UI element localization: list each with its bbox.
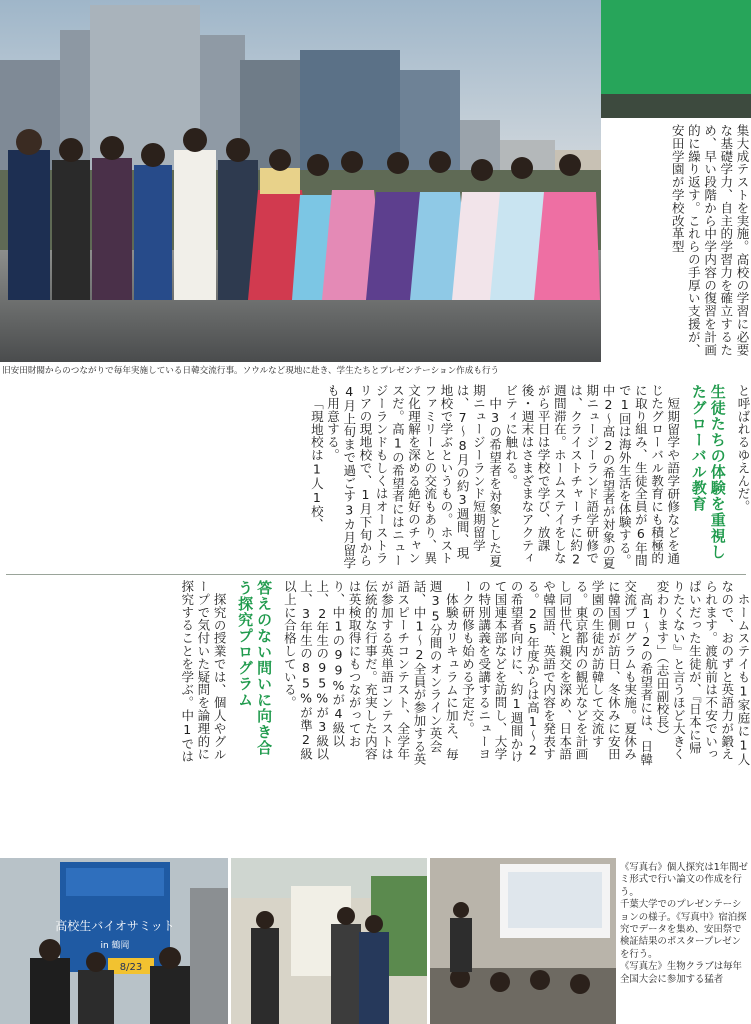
svg-text:高校生バイオサミット: 高校生バイオサミット [55,919,175,933]
caption-middle-photo: 千葉大学でのプレゼンテーションの様子。《写真中》宿泊探究でデータを集め、安田祭で検証結果のポスタープレゼンを行う。 [620,899,747,960]
sidebar-dark-band [601,94,751,118]
top-right-paragraph: 集大成テストを実施。高校の学習に必要な基礎学力、自主的学習力を確立するため、早い段階から中学内容の復習を計画的に繰り返す。これらの手厚い支援が、安田学園が学校改革型 [670,124,750,357]
row1-paragraph-3: 中3の希望者を対象とした夏期ニュージーランド短期留学は、7～8月の約3週間、現地校で学ぶというもの。ホストファミリーとの交流もあり、異文化理解を深める絶好のチャンスだ。高1の希望者にはニュージーランドもしくはオーストラリアの現地校で、1月下旬から4月上旬まで過ごす3カ月留学も用意する。 [325,384,503,570]
top-right-text-column [602,124,750,364]
row2-paragraph-3: 体験カリキュラムに加え、毎週35分間のオンライン英会話、中1～2全員が参加する英語スピーチコンテスト、全学年が参加する英単語コンテストは伝統的な行事だ。充実した内容は英検取得にもつながっており、中1の99%が4級以上、2年生の95%が3級以上、3年生の85%が準2級以上に合格している。 [282,580,460,766]
bottom-photo-right-presentation [430,858,616,1024]
row-divider-1 [6,574,746,575]
row2-paragraph-2: 高1～2の希望者には、日韓交流プログラムも実施。夏休みに韓国側が訪日、冬休みに安田学園の生徒が訪韓して交流する。東京都内の観光などを計画し同世代と親交を深め、日本語や韓国語、英語で内容を発表する。25年度からは高1～2の希望者向けに、約1週間かけて国連本部などを訪問し、大学の特別講義を受講するニューヨーク研修も始める予定だ。 [460,580,654,766]
sidebar-green-band [601,0,751,94]
bottom-photo-middle-poster-session [231,858,427,1024]
svg-text:8/23: 8/23 [119,962,143,973]
row2-paragraph-1: ホームステイも1家庭に1人なので、おのずと英語力が鍛えられます。渡航前は不安でいっぱいだった生徒が、『日本に帰りたくない』と言うほど大きく変わります」（志田副校長） [654,580,751,766]
row2-text-block [0,580,751,766]
row1-lead: と呼ばれるゆえんだ。 [736,384,751,513]
caption-right-photo: 《写真右》個人探究は1年間ゼミ形式で行い論文の作成を行う。 [620,862,748,898]
bottom-photo-left-biology-club [0,858,228,1024]
top-photo-caption: 旧安田財閥からのつながりで毎年実施している日韓交流行事。ソウルなど現地に赴き、学生たちとプレゼンテーション作成も行う [2,366,500,376]
row1-text [0,384,751,570]
caption-left-photo: 《写真左》生物クラブは毎年全国大会に参加する猛者 [620,961,742,985]
bottom-right-caption [620,862,748,986]
heading-global-education: 生徒たちの体験を重視したグローバル教育 [689,384,727,560]
row1-paragraph-4: 「現地校は1人1校、 [309,396,325,531]
top-photo-korean-exchange [0,0,601,362]
row2-paragraph-4: 探究の授業では、個人やグループで気付いた疑問を論理的に探究することを学ぶ。中1では [179,580,228,764]
row1-paragraph-2: 短期留学や語学研修などを通じたグローバル教育にも積極的に取り組み、生徒全員が6年間で1回は海外生活を体験する。中2～高2の希望者が対象の夏期ニュージーランド語学研修では、クライストチャーチに約2週間滞在。ホームステイをしながら平日は学校で学び、放課後・週末はさまざまなアクティビティに触れる。 [503,384,681,570]
heading-inquiry-program: 答えのない問いに向き合う探究プログラム [236,580,274,756]
svg-text:in 鶴岡: in 鶴岡 [100,941,130,951]
